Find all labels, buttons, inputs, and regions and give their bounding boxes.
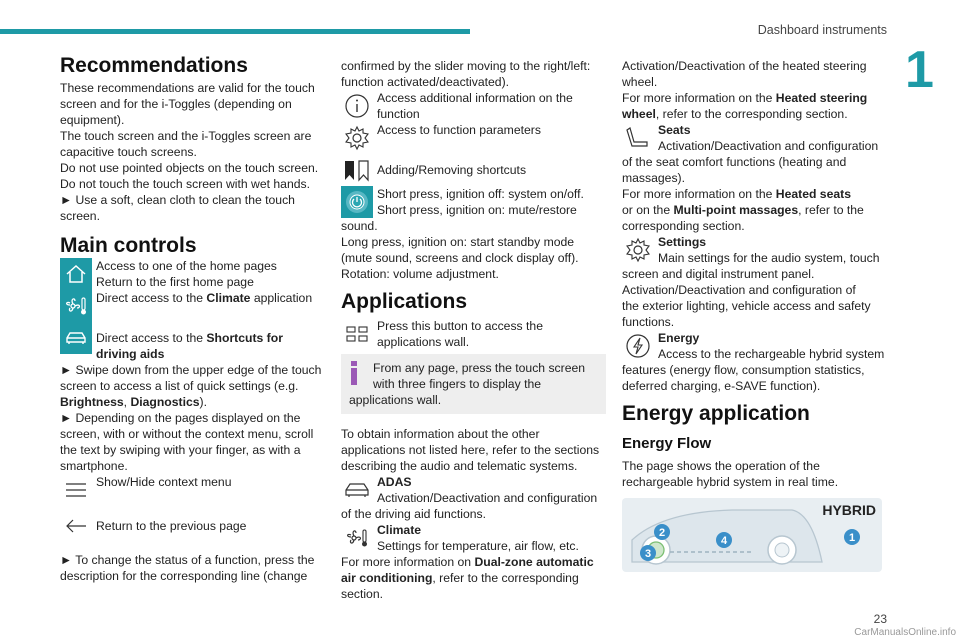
power-control bbox=[341, 186, 606, 218]
hamburger-menu-icon bbox=[60, 474, 92, 506]
section-title: Dashboard instruments bbox=[757, 23, 887, 37]
text-line: function bbox=[377, 107, 420, 121]
dual-zone-link: air conditioning bbox=[341, 571, 433, 585]
text-line: massages). bbox=[622, 171, 685, 185]
text-line: features (energy flow, consumption statistics, bbox=[622, 363, 865, 377]
seat-icon bbox=[622, 122, 654, 154]
info-i-icon bbox=[351, 361, 357, 385]
text-span: , refer to the bbox=[798, 203, 864, 217]
text-span: , refer to the corresponding bbox=[432, 571, 579, 585]
text-line: Settings for temperature, air flow, etc. bbox=[377, 539, 579, 553]
text-line: Activation/Deactivation of the heated steering bbox=[622, 59, 867, 73]
apps-grid-icon bbox=[341, 318, 373, 350]
massages-link: Multi-point massages bbox=[673, 203, 799, 217]
text-line: screen. bbox=[60, 209, 100, 223]
text-line: function activated/deactivated). bbox=[341, 75, 510, 89]
apps-control bbox=[341, 318, 606, 350]
text-line: equipment). bbox=[60, 113, 125, 127]
energy-app bbox=[622, 330, 890, 362]
text-span: For more information on the bbox=[622, 91, 776, 105]
text-line: screen, with or without the context menu, scroll bbox=[60, 427, 314, 441]
text-line: the exterior lighting, vehicle access and safety bbox=[622, 299, 871, 313]
text-line: the text by swiping with your finger, as with a bbox=[60, 443, 301, 457]
text-span: ). bbox=[199, 395, 207, 409]
settings-app bbox=[622, 234, 890, 266]
info-note bbox=[341, 354, 606, 414]
back-arrow-icon bbox=[60, 510, 92, 542]
text-line: screen and digital instrument panel. bbox=[622, 267, 815, 281]
settings-title: Settings bbox=[658, 235, 707, 249]
home-icon bbox=[60, 258, 92, 290]
text-span: For more information on bbox=[341, 555, 475, 569]
heated-seats-link: Heated seats bbox=[775, 187, 851, 201]
column-2 bbox=[341, 58, 606, 602]
text-line: Access to the rechargeable hybrid system bbox=[658, 347, 885, 361]
text-line: ► Use a soft, clean cloth to clean the touch bbox=[60, 193, 295, 207]
header-accent-bar bbox=[0, 29, 470, 34]
gear-icon bbox=[341, 122, 373, 154]
text-line: smartphone. bbox=[60, 459, 128, 473]
text-line: Press this button to access the bbox=[377, 319, 543, 333]
text-line: confirmed by the slider moving to the right/left: bbox=[341, 59, 591, 73]
shortcuts-link: driving aids bbox=[96, 347, 165, 361]
text-line: ► To change the status of a function, press the bbox=[60, 553, 315, 567]
hybrid-label: HYBRID bbox=[822, 502, 876, 518]
chapter-number: 1 bbox=[905, 41, 934, 99]
text-line: Rotation: volume adjustment. bbox=[341, 267, 499, 281]
text-line: of the driving aid functions. bbox=[341, 507, 486, 521]
bookmark-icon bbox=[341, 154, 373, 186]
dual-zone-link: Dual-zone automatic bbox=[474, 555, 594, 569]
text-line: The page shows the operation of the bbox=[622, 459, 820, 473]
text-line: wheel. bbox=[622, 75, 658, 89]
marker-1-label: 1 bbox=[848, 532, 856, 544]
gear-icon bbox=[622, 234, 654, 266]
main-controls-heading: Main controls bbox=[60, 234, 197, 257]
energy-application-heading: Energy application bbox=[622, 402, 810, 425]
text-line: To obtain information about the other bbox=[341, 427, 540, 441]
menu-control bbox=[60, 474, 330, 506]
text-line: From any page, press the touch screen bbox=[373, 361, 586, 375]
text-line: screen and for the i-Toggles (depending on bbox=[60, 97, 292, 111]
info-control bbox=[341, 90, 606, 122]
text-span: Direct access to the bbox=[96, 291, 207, 305]
adas-app bbox=[341, 474, 606, 506]
text-span: application bbox=[250, 291, 313, 305]
recommendations-heading: Recommendations bbox=[60, 54, 248, 77]
adas-title: ADAS bbox=[377, 475, 412, 489]
text-line: Access to function parameters bbox=[377, 123, 541, 137]
info-icon bbox=[341, 90, 373, 122]
text-line: corresponding section. bbox=[622, 219, 745, 233]
car-icon bbox=[341, 474, 373, 506]
climate-link: Climate bbox=[206, 291, 251, 305]
text-line: (mute sound, screens and clock display off). bbox=[341, 251, 579, 265]
text-line: The touch screen and the i-Toggles screen are bbox=[60, 129, 312, 143]
text-line: sound. bbox=[341, 219, 378, 233]
shortcuts-link: Shortcuts for bbox=[206, 331, 283, 345]
shortcut-toggle-control bbox=[341, 154, 606, 186]
text-line: applications wall. bbox=[349, 393, 442, 407]
text-line: ► Swipe down from the upper edge of the touch bbox=[60, 363, 322, 377]
text-line: Short press, ignition on: mute/restore bbox=[377, 203, 577, 217]
text-line: These recommendations are valid for the touch bbox=[60, 81, 315, 95]
text-line: of the seat comfort functions (heating and bbox=[622, 155, 847, 169]
text-line: ► Depending on the pages displayed on the bbox=[60, 411, 301, 425]
heated-wheel-link: wheel bbox=[622, 107, 656, 121]
energy-bolt-icon bbox=[622, 330, 654, 362]
diagnostics-label: Diagnostics bbox=[130, 395, 200, 409]
text-span: For more information on the bbox=[622, 187, 776, 201]
climate-fan-icon bbox=[60, 290, 92, 322]
text-line: Access additional information on the bbox=[377, 91, 573, 105]
text-line: Activation/Deactivation and configuration bbox=[377, 491, 598, 505]
climate-title: Climate bbox=[377, 523, 422, 537]
hybrid-car-illustration bbox=[622, 498, 882, 572]
text-line: with three fingers to display the bbox=[373, 377, 542, 391]
text-line: section. bbox=[341, 587, 384, 601]
text-line: describing the audio and telematic systems. bbox=[341, 459, 578, 473]
text-line: screen to access a list of quick settings (e.g. bbox=[60, 379, 299, 393]
text-span: or on the bbox=[622, 203, 674, 217]
text-line: Access to one of the home pages bbox=[96, 259, 277, 273]
swipe-text bbox=[60, 362, 330, 474]
column-3 bbox=[622, 58, 890, 572]
text-line: Activation/Deactivation and configuration bbox=[658, 139, 879, 153]
text-line: Show/Hide context menu bbox=[96, 475, 232, 489]
page-number: 23 bbox=[873, 612, 887, 626]
marker-4-label: 4 bbox=[720, 535, 728, 547]
text-line: Adding/Removing shortcuts bbox=[377, 163, 527, 177]
climate-app bbox=[341, 522, 606, 554]
text-line: deferred charging, e-SAVE function). bbox=[622, 379, 821, 393]
text-span: , refer to the corresponding section. bbox=[655, 107, 848, 121]
applications-heading: Applications bbox=[341, 290, 468, 313]
text-line: Activation/Deactivation and configuration of bbox=[622, 283, 856, 297]
watermark-text: CarManualsOnline.info bbox=[854, 627, 956, 638]
heated-wheel-link: Heated steering bbox=[775, 91, 868, 105]
text-span: , bbox=[123, 395, 131, 409]
seats-title: Seats bbox=[658, 123, 691, 137]
power-knob-icon bbox=[341, 186, 373, 218]
text-line: description for the corresponding line (change bbox=[60, 569, 308, 583]
text-span: Direct access to the bbox=[96, 331, 207, 345]
text-line: Short press, ignition off: system on/off. bbox=[377, 187, 584, 201]
params-control bbox=[341, 122, 606, 154]
hybrid-diagram bbox=[622, 498, 882, 572]
text-line: capacitive touch screens. bbox=[60, 145, 197, 159]
climate-fan-icon bbox=[341, 522, 373, 554]
marker-2-label: 2 bbox=[658, 527, 666, 539]
home-control bbox=[60, 258, 330, 290]
text-line: Return to the previous page bbox=[96, 519, 247, 533]
text-line: applications wall. bbox=[377, 335, 470, 349]
text-line: applications not listed here, refer to the sections bbox=[341, 443, 600, 457]
text-line: Do not touch the touch screen with wet hands. bbox=[60, 177, 310, 191]
text-line: Main settings for the audio system, touch bbox=[658, 251, 880, 265]
text-line: Long press, ignition on: start standby mode bbox=[341, 235, 575, 249]
back-control bbox=[60, 510, 330, 542]
energy-flow-heading: Energy Flow bbox=[622, 435, 712, 452]
shortcuts-control bbox=[60, 322, 330, 362]
recommendations-text bbox=[60, 80, 330, 224]
car-icon bbox=[60, 322, 92, 354]
column-1 bbox=[60, 54, 330, 584]
climate-control bbox=[60, 290, 330, 322]
brightness-label: Brightness bbox=[60, 395, 124, 409]
text-line: Do not use pointed objects on the touch screen. bbox=[60, 161, 319, 175]
energy-title: Energy bbox=[658, 331, 700, 345]
text-line: functions. bbox=[622, 315, 675, 329]
text-line: Return to the first home page bbox=[96, 275, 254, 289]
marker-3-label: 3 bbox=[644, 548, 652, 560]
text-line: rechargeable hybrid system in real time. bbox=[622, 475, 839, 489]
seats-app bbox=[622, 122, 890, 154]
